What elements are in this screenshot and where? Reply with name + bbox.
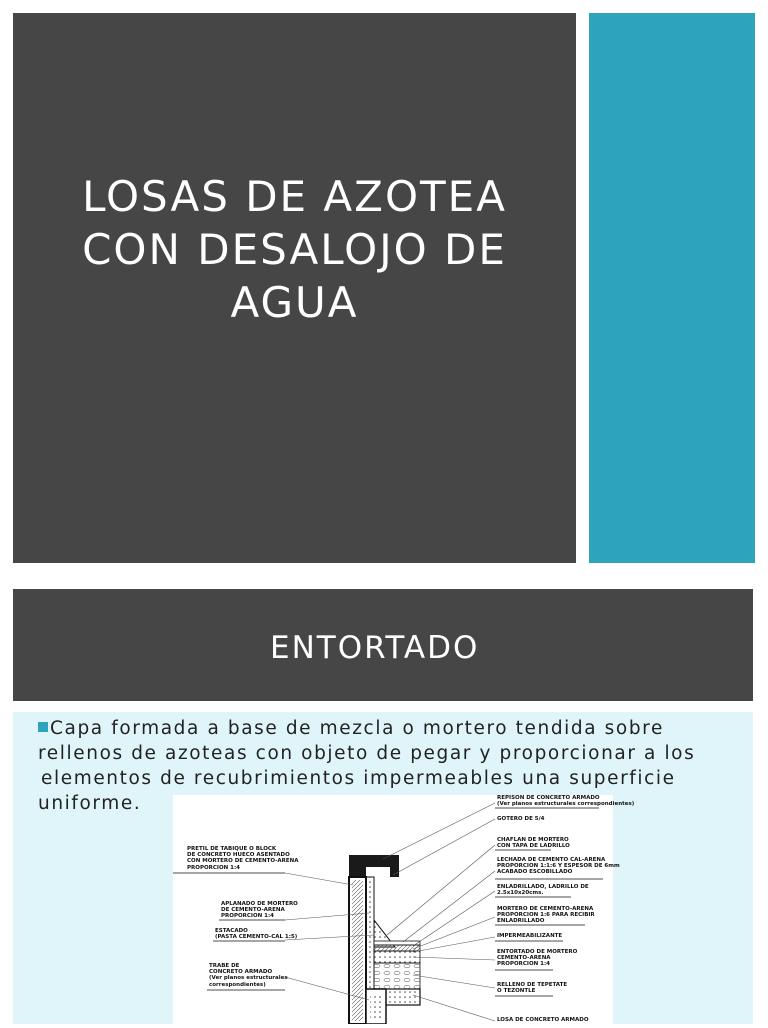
label-repison: REPISON DE CONCRETO ARMADO (Ver planos estructurales correspondientes) bbox=[497, 795, 635, 808]
label-trabe: TRABE DE CONCRETO ARMADO (Ver planos estructurales correspondientes) bbox=[209, 963, 288, 988]
label-aplanado: APLANADO DE MORTERO DE CEMENTO-ARENA PROPORCION 1:4 bbox=[221, 901, 298, 920]
label-chaflan: CHAFLAN DE MORTERO CON TAPA DE LADRILLO bbox=[497, 837, 570, 850]
accent-panel bbox=[589, 13, 755, 563]
paragraph-line-2: rellenos de azoteas con objeto de pegar y proporcionar a los bbox=[38, 743, 696, 764]
label-gotero: GOTERO DE 5/4 bbox=[497, 816, 545, 822]
title-line-1: LOSAS DE AZOTEA bbox=[82, 172, 507, 221]
label-pretil: PRETIL DE TABIQUE O BLOCK DE CONCRETO HUECO ASENTADO CON MORTERO DE CEMENTO-ARENA PROPORCION 1:4 bbox=[187, 846, 299, 871]
section-header: ENTORTADO bbox=[270, 630, 480, 666]
label-losa: LOSA DE CONCRETO ARMADO bbox=[497, 1017, 589, 1023]
label-enladrillado: ENLADRILLADO, LADRILLO DE 2.5x10x20cms. bbox=[497, 884, 589, 897]
label-impermeabilizante: IMPERMEABILIZANTE bbox=[497, 933, 563, 939]
label-estacado: ESTACADO (PASTA CEMENTO-CAL 1:5) bbox=[215, 928, 298, 941]
construction-detail-drawing bbox=[173, 795, 635, 1024]
label-entortado: ENTORTADO DE MORTERO CEMENTO-ARENA PROPORCION 1:4 bbox=[497, 949, 578, 968]
label-lechada: LECHADA DE CEMENTO CAL-ARENA PROPORCION 1:1:6 Y ESPESOR DE 6mm ACABADO ESCOBILLADO bbox=[497, 857, 620, 876]
paragraph-line-4: uniforme. bbox=[38, 793, 142, 814]
bullet-square-icon bbox=[38, 722, 48, 732]
slide-title bbox=[13, 170, 576, 329]
label-mortero: MORTERO DE CEMENTO-ARENA PROPORCION 1:6 PARA RECIBIR ENLADRILLADO bbox=[497, 906, 595, 925]
title-line-2: CON DESALOJO DE bbox=[82, 225, 507, 274]
paragraph-line-1: Capa formada a base de mezcla o mortero tendida sobre bbox=[38, 716, 750, 741]
paragraph-line-3: elementos de recubrimientos impermeables una superficie bbox=[41, 768, 676, 789]
title-line-3: AGUA bbox=[230, 278, 359, 327]
label-relleno: RELLENO DE TEPETATE O TEZONTLE bbox=[497, 982, 568, 995]
